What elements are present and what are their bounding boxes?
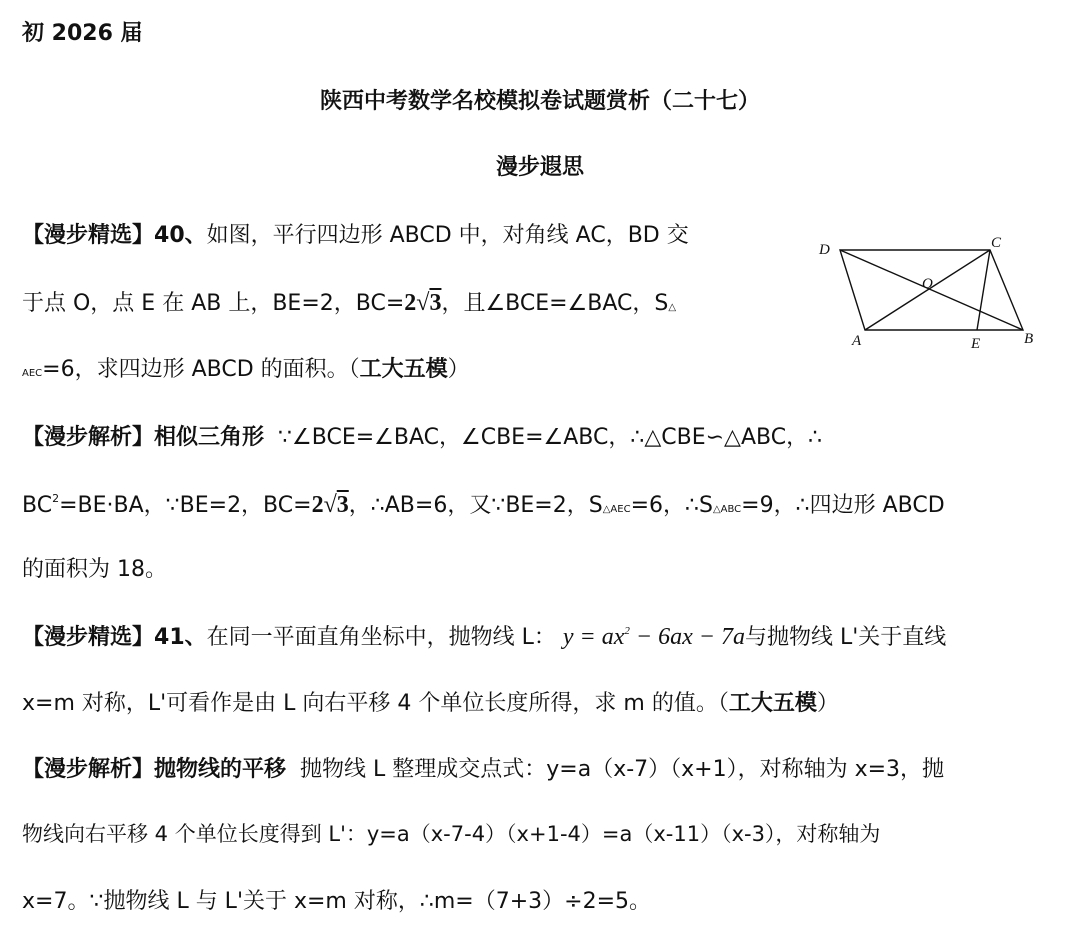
radical-num: 3 <box>429 290 442 316</box>
a40-radical: 2√3 <box>311 492 349 518</box>
q40-tag: 【漫步精选】 <box>22 223 155 248</box>
grade-label: 初 2026 届 <box>22 21 143 46</box>
label-a: A <box>852 333 862 349</box>
a41-line1 <box>22 752 944 783</box>
parallelogram-figure <box>805 232 1060 357</box>
q41-text2: x=m 对称，L'可看作是由 L 向右平移 4 个单位长度所得，求 m 的值。（ <box>22 691 729 716</box>
radical-coef: 2 <box>404 290 417 316</box>
q41-text1a: 在同一平面直角坐标中，抛物线 L： <box>206 625 556 650</box>
page-subtitle: 漫步遐思 <box>495 155 584 180</box>
a40-line3: 的面积为 18。 <box>22 557 167 582</box>
formula-square: 2 <box>624 625 630 637</box>
radical-num: 3 <box>336 492 349 518</box>
q40-aec-subscript: AEC <box>22 368 43 379</box>
q40-line3 <box>22 352 470 383</box>
a40-text2d: =9，∴四边形 ABCD <box>741 493 945 518</box>
label-o: O <box>922 276 933 292</box>
label-d: D <box>819 242 830 258</box>
q40-tri-symbol: △ <box>668 302 677 313</box>
q41-line1 <box>22 620 946 651</box>
a41-tag: 【漫步解析】 <box>22 757 155 782</box>
q40-line1 <box>22 218 689 249</box>
q40-text2a: 于点 O，点 E 在 AB 上，BE=2，BC= <box>22 291 405 316</box>
a40-bc: BC <box>22 493 53 518</box>
label-e: E <box>971 336 981 352</box>
a40-text2c: =6，∴S <box>630 493 713 518</box>
q41-formula <box>563 624 745 650</box>
a40-square: 2 <box>52 492 60 505</box>
a41-text1: 抛物线 L 整理成交点式：y=a（x-7）（x+1），对称轴为 x=3，抛 <box>300 757 945 782</box>
segment-ce <box>977 250 990 330</box>
a40-line2 <box>22 488 945 519</box>
q41-tag: 【漫步精选】 <box>22 625 155 650</box>
a40-sub-aec: △AEC <box>602 504 631 515</box>
radical-coef: 2 <box>311 492 324 518</box>
q41-text1b: 与抛物线 L'关于直线 <box>744 625 947 650</box>
a40-sub-abc: △ABC <box>712 504 742 515</box>
label-b: B <box>1024 331 1034 347</box>
a40-text2b: ，∴AB=6，又∵BE=2，S <box>348 493 603 518</box>
q40-number: 40、 <box>154 223 207 248</box>
q40-text3: =6，求四边形 ABCD 的面积。（ <box>42 357 360 382</box>
formula-part-a: y = ax <box>562 624 625 650</box>
q40-source: 工大五模 <box>359 357 448 382</box>
q40-text1: 如图，平行四边形 ABCD 中，对角线 AC，BD 交 <box>206 223 689 248</box>
a40-line1 <box>22 420 822 451</box>
q41-number: 41、 <box>154 625 207 650</box>
a40-text2a: =BE·BA，∵BE=2，BC= <box>59 493 312 518</box>
q40-close: ） <box>447 357 470 382</box>
label-c: C <box>991 235 1002 251</box>
formula-part-b: − 6ax − 7a <box>629 624 745 650</box>
a40-tag: 【漫步解析】 <box>22 425 155 450</box>
a41-line2: 物线向右平移 4 个单位长度得到 L'：y=a（x-7-4）（x+1-4）=a（x-11）（x-3），对称轴为 <box>22 822 881 846</box>
q41-close: ） <box>816 691 839 716</box>
a41-line3: x=7。∵抛物线 L 与 L'关于 x=m 对称，∴m=（7+3）÷2=5。 <box>22 889 652 914</box>
page-title: 陕西中考数学名校模拟卷试题赏析（二十七） <box>319 89 760 114</box>
q40-radical: 2√3 <box>404 290 442 316</box>
q40-line2 <box>22 286 676 317</box>
a41-topic: 抛物线的平移 <box>154 757 287 782</box>
a40-topic: 相似三角形 <box>154 425 265 450</box>
q40-text2b: ，且∠BCE=∠BAC，S <box>441 291 669 316</box>
q41-source: 工大五模 <box>728 691 817 716</box>
q41-line2 <box>22 686 839 717</box>
a40-text1: ∵∠BCE=∠BAC，∠CBE=∠ABC，∴△CBE∽△ABC，∴ <box>278 425 823 450</box>
